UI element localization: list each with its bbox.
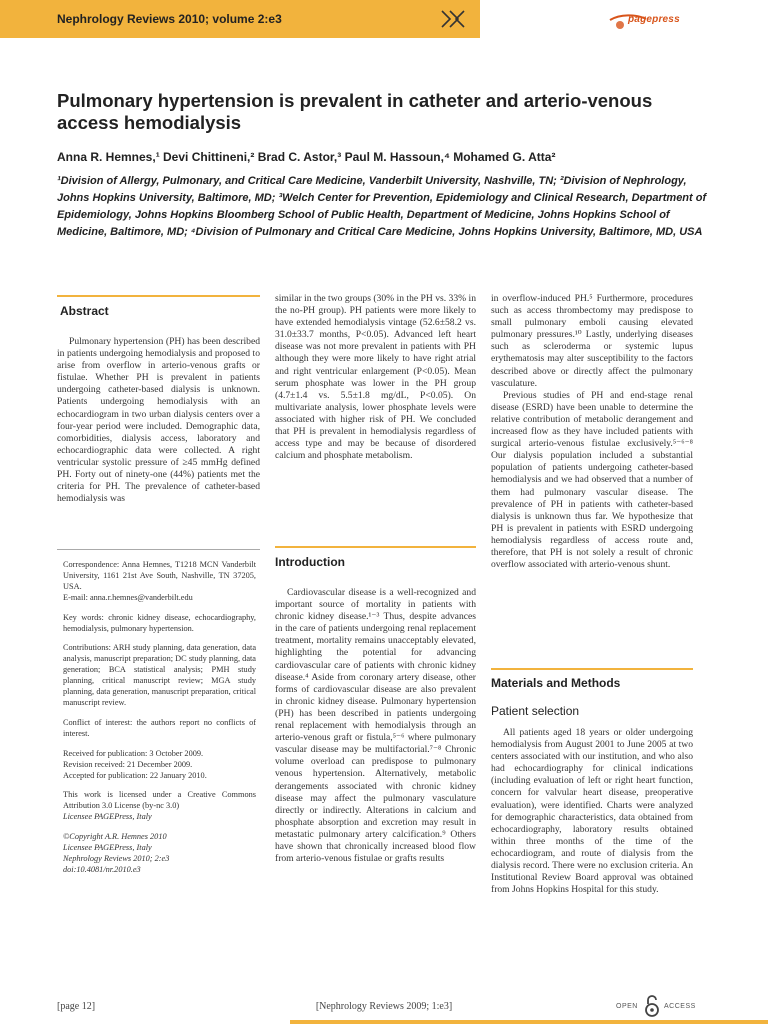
correspondence: Correspondence: Anna Hemnes, T1218 MCN Vanderbilt University, 1161 21st Ave South, Nashville, TN 37205, USA. [63, 560, 256, 591]
introduction-paragraph-3: Previous studies of PH and end-stage renal disease (ESRD) have been unable to determine the relative contribution of metabolic derangement and increased flow as they have included patients with surgical arterio-venous fistulae exclusively.⁵⁻⁶⁻⁸ Our dialysis population included a substantial population of patients undergoing catheter-based hemodialysis and we had observed that a number of them had pulmonary vascular disease. The prevalence of PH in patients with catheter-based dialysis is unknown thus far. We hypothesize that PH is prevalent in patients with ESRD undergoing hemodialysis regardless of access route and, therefore, that PH is not solely a result of chronic overflow associated with arterio-venous shunt. [491, 389, 693, 571]
abstract-text [57, 336, 260, 505]
methods-heading: Materials and Methods [491, 676, 621, 690]
open-access-lock-icon [643, 994, 661, 1018]
introduction-heading: Introduction [275, 555, 345, 569]
open-access-label-right: ACCESS [664, 1003, 696, 1010]
introduction-text [275, 587, 476, 865]
methods-text [491, 727, 693, 896]
article-notes [63, 560, 256, 876]
journal-title: Nephrology Reviews 2010; volume 2:e3 [57, 12, 282, 26]
doi[interactable]: doi:10.4081/nr.2010.e3 [63, 864, 141, 874]
page-number: [page 12] [57, 1001, 96, 1012]
abstract-paragraph: Pulmonary hypertension (PH) has been described in patients undergoing hemodialysis and proposed to arise from overflow in arterio-venous grafts or fistulae. Whether PH is prevalent in patients undergoing catheter-based dialysis is unknown. Patients undergoing hemodialysis with an echocardiogram in two urban dialysis centers over a four-year period were included. Demographic data, comorbidities, dialysis access, laboratory and echocardiographic data were collected. A right ventricular systolic pressure of ≥45 mmHg defined PH. Forty out of ninety-one (44%) patients met the criteria for PH. The prevalence of catheter-based hemodialysis was [57, 336, 260, 505]
introduction-paragraph: Cardiovascular disease is a well-recognized and important source of mortality in patients with chronic kidney disease.¹⁻³ Thus, despite advances in the care of patients undergoing renal replacement treatment, mortality remains unacceptably elevated, highlighting the potential for advancing cardiovascular care of patients with chronic kidney disease.⁴ Aside from coronary artery disease, other forms of cardiovascular disease are also prevalent in chronic kidney disease. Pulmonary hypertension (PH) has been described in patients undergoing renal replacement with hemodialysis through an arterio-venous graft or fistula,⁵⁻⁶ where pulmonary vascular disease may be multifactorial.⁷⁻⁸ Chronic volume overload can predispose to pulmonary venous hypertension. Alternatively, metabolic derangements associated with chronic kidney disease may affect the pulmonary vasculature directly or indirectly. Alterations in calcium and phosphate absorption and excretion may result in metastatic pulmonary artery calcification.⁹ Others have shown that chronically increased blood flow from arterio-venous fistulae or grafts results [275, 587, 476, 865]
abstract-continued-text: similar in the two groups (30% in the PH vs. 33% in the no-PH group). PH patients were more likely to have extended hemodialysis vintage (52.6±58.2 vs. 31.0±33.7 months, P<0.05). Advanced left heart disease was not more prevalent in patients with PH although they were more likely to have right atrial and right ventricular enlargement (P<0.05). Mean serum phosphate was lower in the PH group (4.7±1.4 vs. 5.5±1.8 mg/dL, P<0.05). On multivariate analysis, lower phosphate levels were associated with higher risk of PH. We concluded that PH is prevalent in hemodialysis regardless of access type and may be because of disordered calcium and phosphate metabolism. [275, 293, 476, 462]
copyright: ©Copyright A.R. Hemnes 2010 [63, 832, 167, 842]
abstract-continued [275, 293, 476, 462]
affiliations: ¹Division of Allergy, Pulmonary, and Critical Care Medicine, Vanderbilt University, Nashville, TN; ²Division of Nephrology, Johns Hopkins University, Baltimore, MD; ³Welch Center for Prevention, Epidemiology and Clinical Research, Department of Epidemiology, Johns Hopkins Bloomberg School of Public Health, Department of Medicine, Johns Hopkins School of Medicine, Baltimore, MD; ⁴Division of Pulmonary and Critical Care Medicine, Johns Hopkins University, Baltimore, MD, USA [57, 175, 707, 238]
methods-paragraph: All patients aged 18 years or older undergoing hemodialysis from August 2001 to June 2005 at two centers associated with our institution, and who also had echocardiography for clinical indications (including evaluation of left or right heart function, concern for valvular heart disease, preoperative evaluation), were identified. Charts were analyzed for demographic characteristics, data obtained from echocardiography, laboratory results obtained within three months of the time of the echocardiogram, and route of dialysis from the dialysis record. There were no exclusion criteria. An Institutional Review Board approval was obtained from Johns Hopkins Hospital for this study. [491, 727, 693, 896]
introduction-continued [491, 293, 693, 571]
open-access-label-left: OPEN [616, 1003, 638, 1010]
footer-citation: [Nephrology Reviews 2009; 1:e3] [315, 1001, 453, 1012]
journal-logo-icon [440, 8, 466, 28]
accepted-date: Accepted for publication: 22 January 2010. [63, 770, 207, 780]
license: This work is licensed under a Creative Commons Attribution 3.0 License (by-nc 3.0) [63, 790, 256, 811]
abstract-heading: Abstract [60, 304, 109, 318]
patient-selection-heading: Patient selection [491, 704, 580, 718]
conflict-of-interest: Conflict of interest: the authors report no conflicts of interest. [63, 717, 256, 738]
bottom-band [290, 1020, 768, 1024]
citation-licensee: Licensee PAGEPress, Italy [63, 843, 152, 853]
abstract-rule [57, 295, 260, 297]
article-title: Pulmonary hypertension is prevalent in catheter and arterio-venous access hemodialysis [57, 90, 653, 133]
author-list: Anna R. Hemnes,¹ Devi Chittineni,² Brad C. Astor,³ Paul M. Hassoun,⁴ Mohamed G. Atta² [57, 150, 556, 164]
contributions: Contributions: ARH study planning, data generation, data analysis, manuscript preparation; DC study planning, data generation; BCA statistical analysis; PMH study planning, critical manuscript review; MGA study planning, data generation, manuscript preparation, critical manuscript review. [63, 643, 256, 707]
received-date: Received for publication: 3 October 2009. [63, 748, 204, 758]
keywords: Key words: chronic kidney disease, echocardiography, hemodialysis, pulmonary hypertension. [63, 612, 256, 633]
revision-date: Revision received: 21 December 2009. [63, 759, 193, 769]
introduction-paragraph-2: in overflow-induced PH.⁵ Furthermore, procedures such as access thrombectomy may predispose to small pulmonary emboli causing elevated pulmonary pressures.¹⁰ Lastly, underlying diseases such as scleroderma or systemic lupus erythematosis may alter susceptibility to the factors described above or directly affect the pulmonary vasculature. [491, 293, 693, 389]
citation-journal: Nephrology Reviews 2010; 2:e3 [63, 853, 170, 863]
email[interactable]: E-mail: anna.r.hemnes@vanderbilt.edu [63, 592, 193, 602]
notes-rule [57, 549, 260, 550]
introduction-rule [275, 546, 476, 548]
publisher-name: pagepress [628, 14, 680, 25]
methods-rule [491, 668, 693, 670]
license-holder: Licensee PAGEPress, Italy [63, 812, 152, 822]
